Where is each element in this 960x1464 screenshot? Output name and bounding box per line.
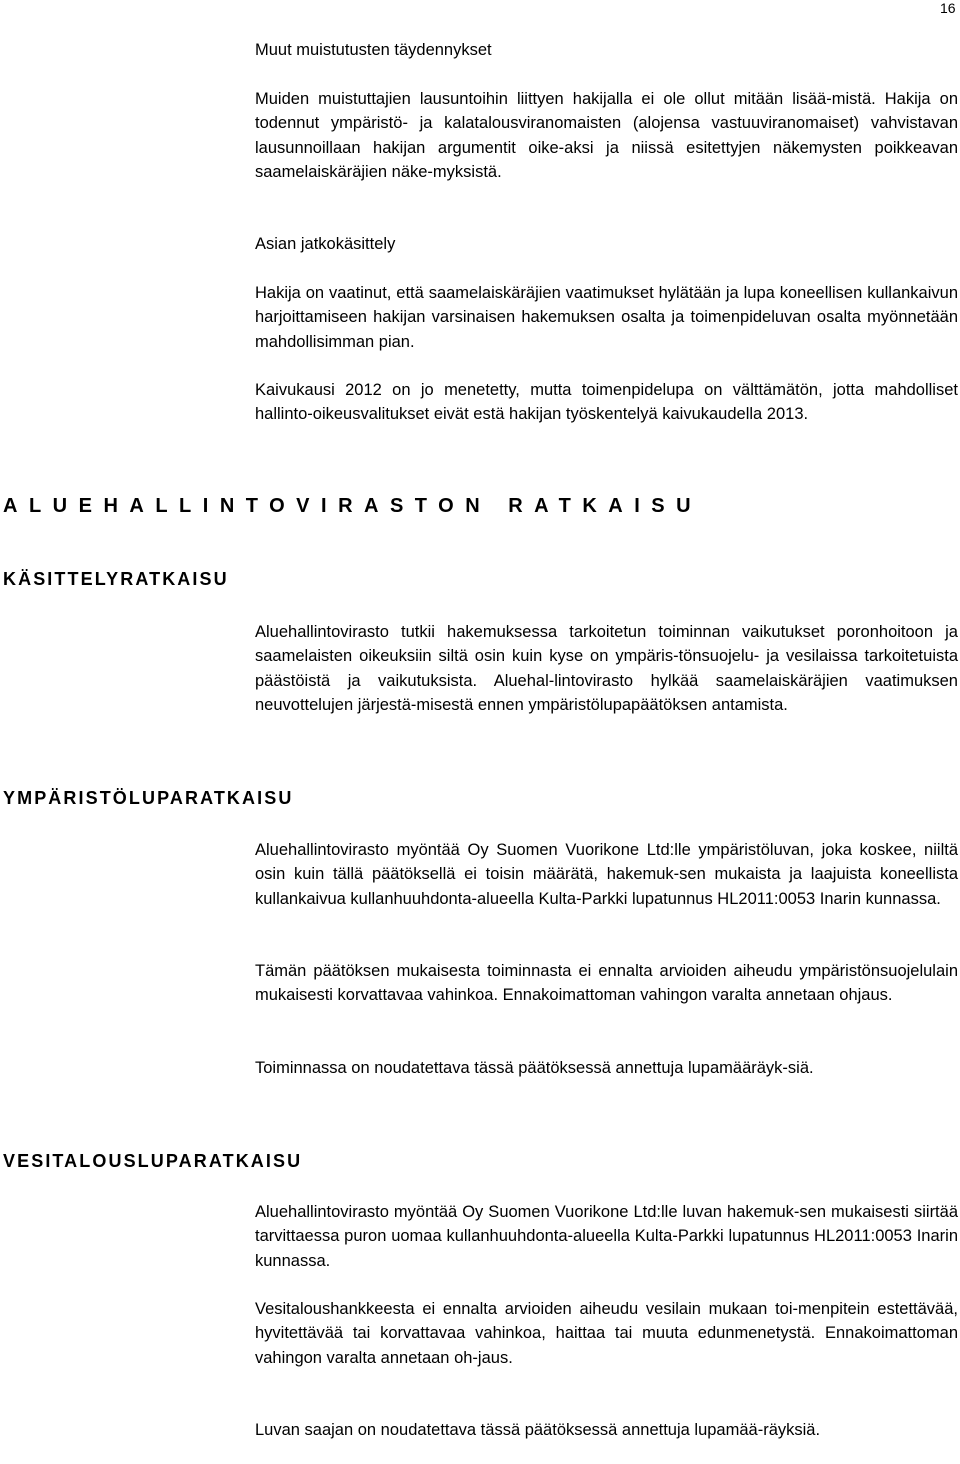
page-number: 16 — [940, 0, 956, 16]
subheading-muut-muistutusten: Muut muistutusten täydennykset — [255, 41, 492, 59]
paragraph-vesitalouslupa-1: Aluehallintovirasto myöntää Oy Suomen Vuorikone Ltd:lle luvan hakemuk-sen mukaisesti siirtää tarvittaessa puron uomaa kullanhuuhdonta-alueella Kulta-Parkki lupatunnus HL2011:0053 Inarin kunnassa. — [255, 1203, 958, 1270]
section-heading-ymparistolupa: YMPÄRISTÖLUPARATKAISU — [3, 788, 294, 808]
paragraph-hakija-vaatinut: Hakija on vaatinut, että saamelaiskäräjien vaatimukset hylätään ja lupa koneellisen kullankaivun harjoittamiseen hakijan varsinaisen hakemuksen osalta ja toimenpideluvan osalta myönnetään mahdollisimman pian. — [255, 284, 958, 351]
paragraph-ymparistolupa-1: Aluehallintovirasto myöntää Oy Suomen Vuorikone Ltd:lle ympäristöluvan, joka koskee, niiltä osin kuin tällä päätöksellä ei toisin määrätä, hakemuk-sen mukaista ja laajuista koneellista kullankaivua kullanhuuhdonta-alueella Kulta-Parkki lupatunnus HL2011:0053 Inarin kunnassa. — [255, 841, 958, 908]
paragraph-ymparistolupa-3: Toiminnassa on noudatettava tässä päätöksessä annettuja lupamääräyk-siä. — [255, 1059, 814, 1077]
paragraph-vesitalouslupa-3: Luvan saajan on noudatettava tässä päätöksessä annettuja lupamää-räyksiä. — [255, 1421, 821, 1439]
paragraph-kasittelyratkaisu: Aluehallintovirasto tutkii hakemuksessa tarkoitetun toiminnan vaikutukset poronhoitoon ja saamelaisten oikeuksiin siltä osin kuin kyse on ympäris-tönsuojelu- ja vesilaissa tarkoitetuista päästöistä ja vaikutuksista. Aluehal-lintovirasto hylkää saamelaiskäräjien vaatimuksen neuvottelujen järjestä-misestä ennen ympäristölupapäätöksen antamista. — [255, 623, 958, 714]
main-heading: ALUEHALLINTOVIRASTON RATKAISU — [3, 495, 703, 517]
subheading-asian-jatkokasittely: Asian jatkokäsittely — [255, 235, 396, 253]
section-heading-vesitalouslupa: VESITALOUSLUPARATKAISU — [3, 1151, 303, 1171]
paragraph-muiden-muistuttajien: Muiden muistuttajien lausuntoihin liittyen hakijalla ei ole ollut mitään lisää-mistä. Hakija on todennut ympäristö- ja kalatalousviranomaisten (alojensa vastuuviranomaiset) vahvistavan lausunnoillaan hakijan argumentit oike-aksi ja niissä esitettyjen näkemysten poikkeavan saamelaiskäräjien näke-myksistä. — [255, 90, 958, 181]
paragraph-vesitalouslupa-2: Vesitaloushankkeesta ei ennalta arvioiden aiheudu vesilain mukaan toi-menpitein estettävää, hyvitettävää tai korvattavaa vahinkoa, haittaa tai muuta edunmenetystä. Ennakoimattoman vahingon varalta annetaan oh-jaus. — [255, 1300, 958, 1367]
section-heading-kasittelyratkaisu: KÄSITTELYRATKAISU — [3, 569, 229, 589]
paragraph-kaivukausi: Kaivukausi 2012 on jo menetetty, mutta toimenpidelupa on välttämätön, jotta mahdolliset hallinto-oikeusvalitukset eivät estä hakijan työskentelyä kaivukaudella 2013. — [255, 381, 958, 424]
paragraph-ymparistolupa-2: Tämän päätöksen mukaisesta toiminnasta ei ennalta arvioiden aiheudu ympäristönsuojelulain mukaisesti korvattavaa vahinkoa. Ennakoimattoman vahingon varalta annetaan ohjaus. — [255, 962, 958, 1005]
